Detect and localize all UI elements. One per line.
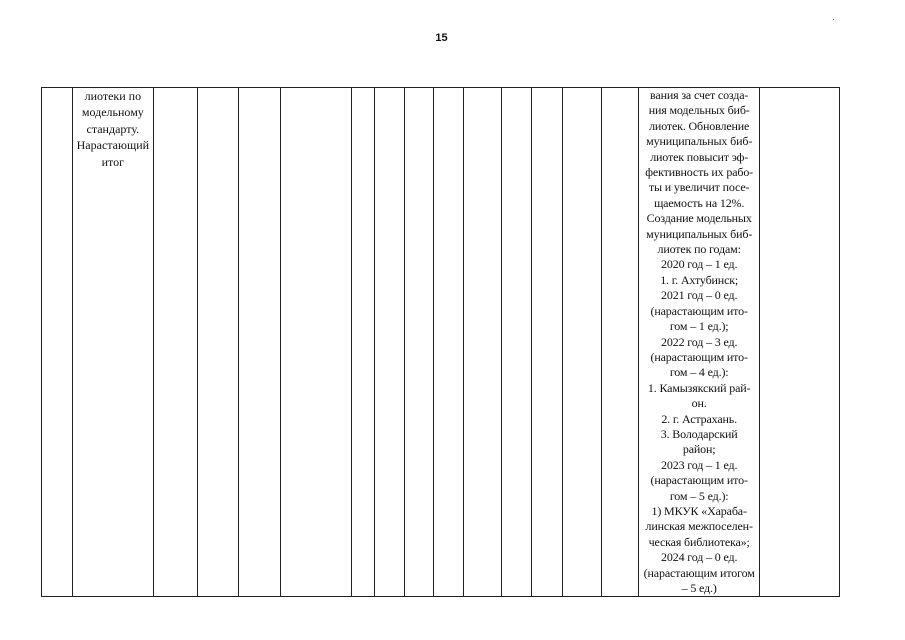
description-line: гом – 1 ед.); — [669, 319, 729, 334]
page-number: 15 — [435, 32, 448, 44]
table-cell-13 — [532, 88, 562, 597]
indicator-line: модельному — [81, 105, 144, 120]
description-line: 2024 год – 0 ед. — [661, 550, 738, 565]
description-line: Создание модельных — [646, 211, 752, 226]
table-cell-15 — [601, 88, 638, 597]
table-cell-10 — [433, 88, 463, 597]
description-line: 2021 год – 0 ед. — [661, 288, 738, 303]
description-line: (нарастающим ито- — [650, 349, 748, 364]
description-line: 2. г. Астрахань. — [661, 411, 737, 426]
indicator-line: стандарту. — [86, 121, 140, 136]
description-line: (нарастающим ито- — [650, 303, 748, 318]
table-cell-indicator — [73, 88, 153, 597]
indicator-line: лиотеки по — [84, 89, 142, 103]
description-line: 2020 год – 1 ед. — [661, 257, 738, 272]
description-line: (нарастающим ито- — [650, 473, 748, 488]
description-line: лиотек повысит эф- — [650, 149, 749, 164]
description-line: муниципальных биб- — [646, 226, 753, 241]
table-cell-3 — [153, 88, 197, 597]
description-line: вания за счет созда- — [650, 88, 749, 102]
description-line: линская межпоселен- — [645, 519, 753, 534]
description-line: ческая библиотека»; — [648, 534, 750, 549]
description-line: фективность их рабо- — [645, 165, 754, 180]
table-cell-14 — [562, 88, 601, 597]
table-cell-7 — [351, 88, 374, 597]
description-line: гом – 4 ед.): — [669, 365, 729, 380]
table-cell-4 — [197, 88, 238, 597]
description-line: 1. Камызякский рай- — [647, 380, 751, 395]
description-line: 3. Володарский — [660, 426, 738, 441]
scan-speck — [833, 19, 834, 20]
description-line: лиотек по годам: — [657, 242, 741, 257]
indicator-line: итог — [101, 154, 125, 169]
table-cell-6 — [281, 88, 351, 597]
description-line: 1) МКУК «Хараба- — [651, 503, 747, 518]
table-row — [42, 88, 840, 597]
description-line: 2022 год – 3 ед. — [661, 334, 738, 349]
table-cell-17 — [760, 88, 840, 597]
description-line: он. — [691, 396, 707, 411]
description-line: муниципальных биб- — [646, 134, 753, 149]
description-line: гом – 5 ед.): — [669, 488, 729, 503]
description-line: ты и увеличит посе- — [648, 180, 750, 195]
description-line: щаемость на 12%. — [654, 195, 745, 210]
table-cell-5 — [238, 88, 280, 597]
table-cell-8 — [374, 88, 404, 597]
description-line: ния модельных биб- — [648, 103, 750, 118]
document-table — [41, 87, 840, 597]
description-line: район; — [682, 442, 716, 457]
description-line: – 5 ед.) — [681, 581, 717, 595]
table-cell-12 — [502, 88, 532, 597]
description-line: 1. г. Ахтубинск; — [660, 272, 739, 287]
description-line: 2023 год – 1 ед. — [661, 457, 738, 472]
description-line: (нарастающим итогом — [643, 565, 755, 580]
table-cell-9 — [404, 88, 433, 597]
table-cell-description — [638, 88, 760, 597]
indicator-line: Нарастающий — [76, 138, 150, 153]
description-line: лиотек. Обновление — [649, 118, 750, 133]
table-cell-11 — [464, 88, 502, 597]
table-cell-1 — [42, 88, 73, 597]
